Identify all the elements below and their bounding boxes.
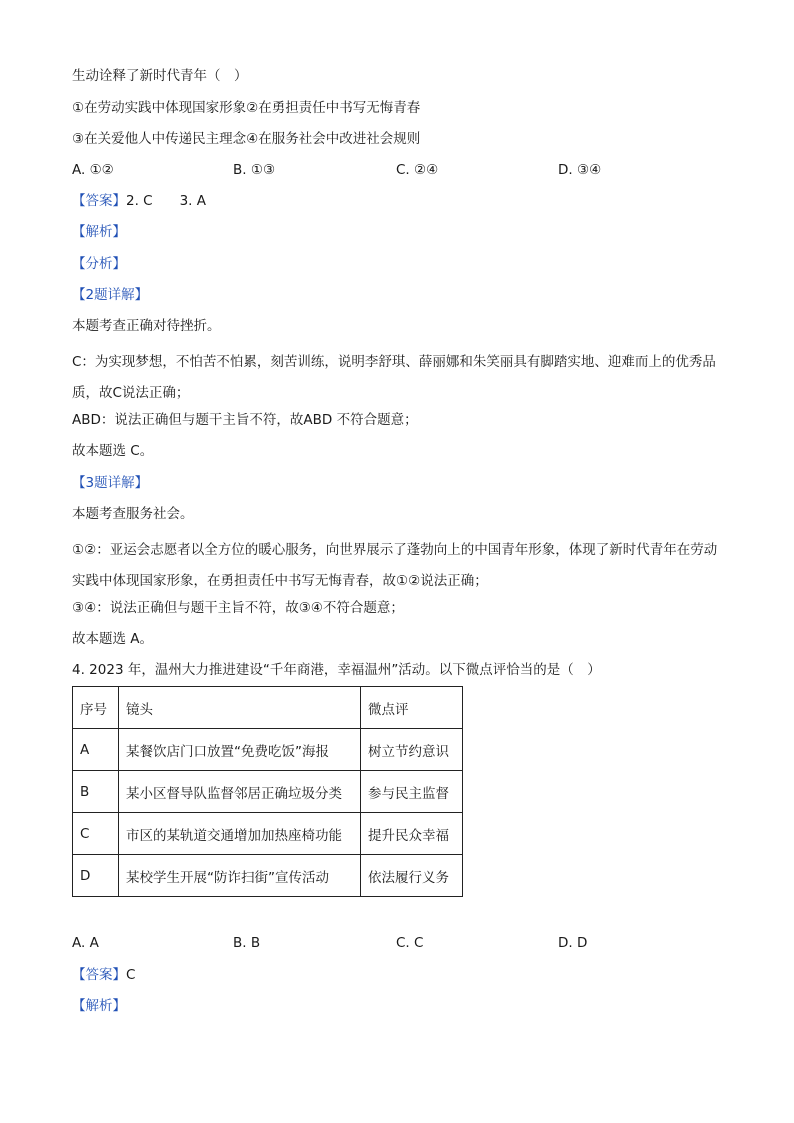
table-cell: 某小区督导队监督邻居正确垃圾分类 xyxy=(119,771,361,813)
detail-3-tag: 【3题详解】 xyxy=(72,475,149,491)
table-row xyxy=(73,771,463,813)
detail-2-intro: 本题考查正确对待挫折。 xyxy=(72,318,221,334)
q4-table xyxy=(72,686,463,897)
header-cell: 微点评 xyxy=(361,687,463,729)
table-row xyxy=(73,855,463,897)
table-header-row xyxy=(73,687,463,729)
answer-tag: 【答案】 xyxy=(72,967,126,983)
option-d: D. D xyxy=(558,935,588,951)
table-row xyxy=(73,729,463,771)
option-c: C. ②④ xyxy=(396,162,439,178)
answer-tag: 【答案】 xyxy=(72,193,126,209)
fenxi-tag: 【分析】 xyxy=(72,256,126,272)
q3-statement-2: ③在关爱他人中传递民主理念④在服务社会中改进社会规则 xyxy=(72,131,421,147)
answer-line xyxy=(72,191,206,211)
answer-text: C xyxy=(126,967,136,983)
option-a: A. ①② xyxy=(72,162,114,178)
q3-stem: 生动诠释了新时代青年（ ） xyxy=(72,68,248,84)
detail-3-p12: ①②：亚运会志愿者以全方位的暖心服务，向世界展示了蓬勃向上的中国青年形象，体现了新时代青年在劳动实践中体现国家形象，在勇担责任中书写无悔青春，故①②说法正确； xyxy=(72,542,718,589)
detail-3-intro: 本题考查服务社会。 xyxy=(72,506,194,522)
detail-2-c: C：为实现梦想，不怕苦不怕累，刻苦训练，说明李舒琪、薛丽娜和朱笑丽具有脚踏实地、迎难而上的优秀品质，故C说法正确； xyxy=(72,354,716,401)
table-cell: A xyxy=(73,729,119,771)
option-b: B. B xyxy=(233,935,261,951)
table-cell: 某餐饮店门口放置“免费吃饭”海报 xyxy=(119,729,361,771)
analysis-tag-2: 【解析】 xyxy=(72,998,126,1014)
detail-3-p34: ③④：说法正确但与题干主旨不符，故③④不符合题意； xyxy=(72,600,404,616)
header-cell: 序号 xyxy=(73,687,119,729)
analysis-tag: 【解析】 xyxy=(72,224,126,240)
option-c: C. C xyxy=(396,935,424,951)
option-b: B. ①③ xyxy=(233,162,276,178)
table-cell: 市区的某轨道交通增加加热座椅功能 xyxy=(119,813,361,855)
table-row xyxy=(73,813,463,855)
table-cell: 提升民众幸福 xyxy=(361,813,463,855)
table-cell: D xyxy=(73,855,119,897)
header-cell: 镜头 xyxy=(119,687,361,729)
q4-stem: 4. 2023 年，温州大力推进建设“千年商港，幸福温州”活动。以下微点评恰当的是（ ） xyxy=(72,662,601,678)
answer-text: 2. C 3. A xyxy=(126,193,207,209)
detail-2-conclusion: 故本题选 C。 xyxy=(72,443,154,459)
detail-2-abd: ABD：说法正确但与题干主旨不符，故ABD 不符合题意； xyxy=(72,412,418,428)
option-a: A. A xyxy=(72,935,99,951)
table-cell: 参与民主监督 xyxy=(361,771,463,813)
table-cell: 树立节约意识 xyxy=(361,729,463,771)
table-cell: C xyxy=(73,813,119,855)
answer-line-2 xyxy=(72,965,135,985)
table-cell: 某校学生开展“防诈扫街”宣传活动 xyxy=(119,855,361,897)
option-d: D. ③④ xyxy=(558,162,602,178)
detail-2-tag: 【2题详解】 xyxy=(72,287,149,303)
q3-statement-1: ①在劳动实践中体现国家形象②在勇担责任中书写无悔青春 xyxy=(72,100,421,116)
table-cell: 依法履行义务 xyxy=(361,855,463,897)
detail-3-conclusion: 故本题选 A。 xyxy=(72,631,154,647)
table-cell: B xyxy=(73,771,119,813)
